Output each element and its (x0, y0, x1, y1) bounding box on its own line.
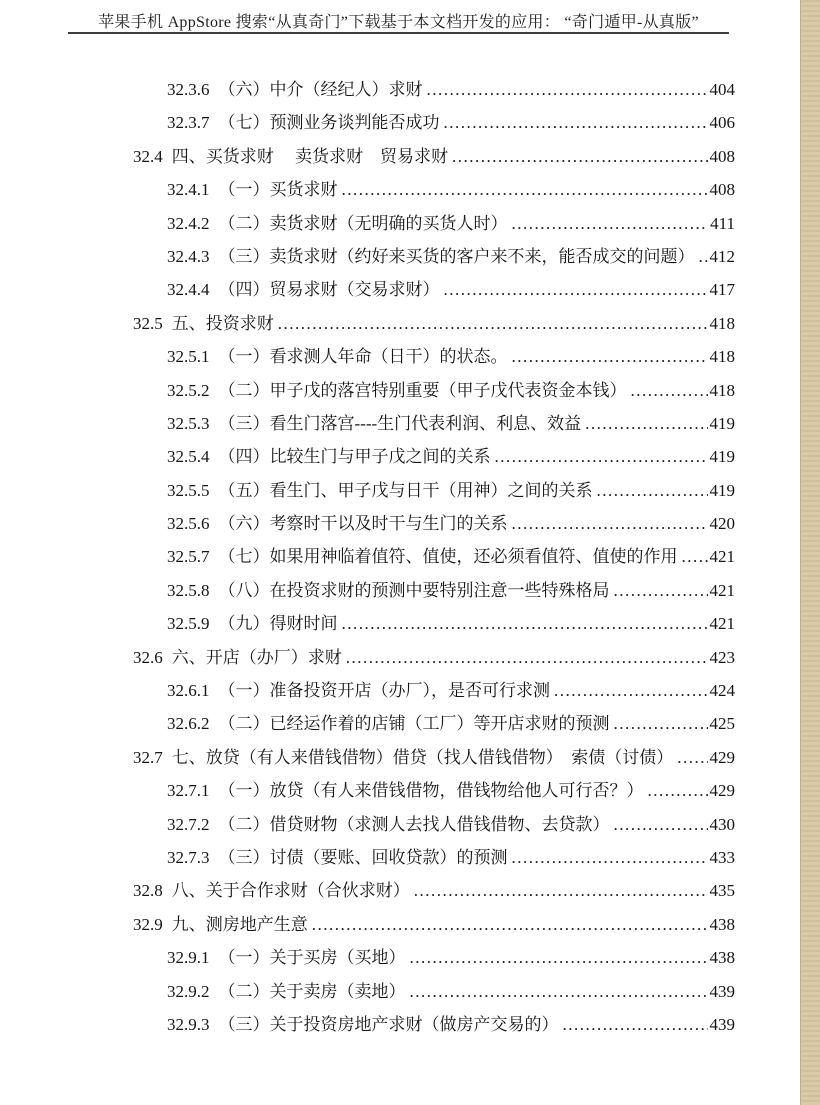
toc-leader-dots (563, 1008, 708, 1041)
toc-entry-number: 32.6 (133, 647, 163, 667)
toc-leader-dots (495, 440, 708, 473)
toc-entry-number: 32.5.2 (167, 380, 210, 400)
toc-entry[interactable] (133, 307, 735, 340)
toc-entry[interactable] (133, 407, 735, 440)
toc-entry-title: 九、测房地产生意 (171, 914, 308, 934)
toc-entry-title: 七、放贷（有人来借钱借物）借贷（找人借钱借物） 索债（讨债） (171, 747, 674, 767)
toc-entry[interactable] (133, 641, 735, 674)
toc-entry-number: 32.9.3 (167, 1014, 210, 1034)
toc-entry-title: （六）考察时干以及时干与生门的关系 (218, 514, 508, 534)
toc-entry-page: 418 (709, 347, 735, 367)
toc-entry-title: 五、投资求财 (171, 313, 274, 333)
toc-entry-page: 433 (709, 847, 735, 867)
toc-entry-number: 32.9 (133, 914, 163, 934)
toc-leader-dots (342, 173, 708, 206)
toc-entry[interactable] (133, 574, 735, 607)
toc-entry-page: 412 (709, 246, 735, 266)
toc-entry-page: 419 (709, 480, 735, 500)
toc-entry-title: （三）看生门落宫----生门代表利润、利息、效益 (218, 413, 582, 433)
toc-entry[interactable] (133, 273, 735, 306)
toc-entry-number: 32.5.7 (167, 547, 210, 567)
toc-entry[interactable] (133, 707, 735, 740)
toc-entry-title: （一）买货求财 (218, 180, 338, 200)
toc-leader-dots (512, 841, 708, 874)
toc-leader-dots (614, 808, 708, 841)
toc-entry-page: 411 (710, 213, 735, 233)
toc-entry[interactable] (133, 874, 735, 907)
toc-entry-number: 32.8 (133, 881, 163, 901)
toc-entry-page: 417 (709, 280, 735, 300)
toc-entry-number: 32.4.2 (167, 213, 210, 233)
toc-entry-page: 421 (709, 580, 735, 600)
toc-entry[interactable] (133, 540, 735, 573)
toc-entry-title: （四）贸易求财（交易求财） (218, 280, 440, 300)
toc-entry-title: （三）关于投资房地产求财（做房产交易的） (218, 1014, 559, 1034)
toc-leader-dots (444, 273, 708, 306)
toc-entry[interactable] (133, 173, 735, 206)
toc-entry-page: 419 (709, 413, 735, 433)
header-rule (68, 32, 729, 34)
toc-entry[interactable] (133, 474, 735, 507)
toc-entry-page: 421 (709, 614, 735, 634)
toc-entry-page: 408 (709, 146, 735, 166)
toc-entry-page: 421 (709, 547, 735, 567)
toc-entry[interactable] (133, 941, 735, 974)
toc-entry-page: 429 (709, 747, 735, 767)
toc-entry-title: （二）已经运作着的店铺（工厂）等开店求财的预测 (218, 714, 610, 734)
toc-leader-dots (452, 140, 708, 173)
toc-entry-number: 32.5.4 (167, 447, 210, 467)
toc-entry-number: 32.3.6 (167, 80, 210, 99)
toc-entry[interactable] (133, 908, 735, 941)
toc-entry-number: 32.9.2 (167, 981, 210, 1001)
toc-entry-number: 32.4.1 (167, 180, 210, 200)
toc-entry-title: 八、关于合作求财（合伙求财） (171, 881, 410, 901)
toc-entry-page: 429 (709, 781, 735, 801)
toc-entry-number: 32.3.7 (167, 113, 210, 133)
toc-entry-title: （四）比较生门与甲子戊之间的关系 (218, 447, 491, 467)
toc-entry-number: 32.6.1 (167, 681, 210, 701)
toc-entry-title: （二）卖货求财（无明确的买货人时） (218, 213, 508, 233)
toc-leader-dots (597, 474, 708, 507)
toc-leader-dots (342, 607, 708, 640)
toc-entry-number: 32.7.3 (167, 847, 210, 867)
toc-entry-title: （九）得财时间 (218, 614, 338, 634)
toc-leader-dots (682, 540, 708, 573)
toc-entry[interactable] (133, 507, 735, 540)
toc-entry-title: （七）如果用神临着值符、值使，还必须看值符、值使的作用 (218, 547, 678, 567)
toc-leader-dots (512, 340, 708, 373)
toc-entry-title: （一）放贷（有人来借钱借物，借钱物给他人可行否？） (218, 781, 644, 801)
toc-entry-number: 32.5.5 (167, 480, 210, 500)
toc-leader-dots (554, 674, 708, 707)
toc-entry-title: （五）看生门、甲子戊与日干（用神）之间的关系 (218, 480, 593, 500)
toc-entry[interactable] (133, 440, 735, 473)
toc-entry-title: （二）关于卖房（卖地） (218, 981, 406, 1001)
toc-entry[interactable] (133, 140, 735, 173)
toc-entry-number: 32.7.2 (167, 814, 210, 834)
toc-entry-page: 430 (709, 814, 735, 834)
toc-entry-page: 420 (709, 514, 735, 534)
toc-leader-dots (631, 374, 708, 407)
toc-leader-dots (699, 240, 708, 273)
toc-leader-dots (614, 574, 708, 607)
toc-entry-number: 32.5.1 (167, 347, 210, 367)
toc-entry-number: 32.9.1 (167, 948, 210, 968)
toc-entry-number: 32.4.4 (167, 280, 210, 300)
toc-entry-page: 419 (709, 447, 735, 467)
toc-leader-dots (278, 307, 708, 340)
toc-entry-number: 32.5.3 (167, 413, 210, 433)
toc-leader-dots (614, 707, 708, 740)
toc-entry-page: 435 (709, 881, 735, 901)
toc-entry-number: 32.5.9 (167, 614, 210, 634)
toc-entry-page: 424 (709, 681, 735, 701)
toc-entry-title: 四、买货求财 卖货求财 贸易求财 (171, 146, 448, 166)
toc-entry-title: （二）甲子戊的落宫特别重要（甲子戊代表资金本钱） (218, 380, 627, 400)
toc-leader-dots (346, 641, 708, 674)
toc-leader-dots (312, 908, 708, 941)
toc-entry-title: （三）卖货求财（约好来买货的客户来不来，能否成交的问题） (218, 246, 695, 266)
toc-entry-number: 32.6.2 (167, 714, 210, 734)
toc-entry-page: 418 (709, 380, 735, 400)
toc-leader-dots (512, 507, 708, 540)
toc-entry-page: 423 (709, 647, 735, 667)
toc-entry[interactable] (133, 207, 735, 240)
toc-entry-number: 32.4 (133, 146, 163, 166)
toc-entry-number: 32.5.8 (167, 580, 210, 600)
toc-entry[interactable] (133, 674, 735, 707)
toc-entry[interactable] (133, 774, 735, 807)
toc-entry[interactable] (133, 808, 735, 841)
toc-entry-page: 406 (709, 113, 735, 133)
page-edge-strip (800, 0, 820, 1105)
toc-entry-page: 408 (709, 180, 735, 200)
toc-entry-page: 418 (709, 313, 735, 333)
toc-leader-dots (677, 741, 707, 774)
toc-entry[interactable] (133, 374, 735, 407)
toc-entry-page: 439 (709, 1014, 735, 1034)
toc-leader-dots (444, 106, 708, 139)
toc-entry-title: （八）在投资求财的预测中要特别注意一些特殊格局 (218, 580, 610, 600)
toc-entry[interactable] (133, 73, 735, 106)
toc-leader-dots (648, 774, 708, 807)
toc-entry-number: 32.7.1 (167, 781, 210, 801)
toc-leader-dots (410, 941, 708, 974)
toc-entry[interactable] (133, 741, 735, 774)
toc-entry[interactable] (133, 841, 735, 874)
toc-entry-title: （二）借贷财物（求测人去找人借钱借物、去贷款） (218, 814, 610, 834)
page-header-text: 苹果手机 AppStore 搜索“从真奇门”下载基于本文档开发的应用： “奇门遁甲-从真版” (98, 14, 699, 31)
toc-leader-dots (414, 874, 708, 907)
toc-entry-title: （一）关于买房（买地） (218, 948, 406, 968)
toc-entry-title: （一）准备投资开店（办厂），是否可行求测 (218, 681, 550, 701)
toc-entry-number: 32.7 (133, 747, 163, 767)
toc-entry[interactable] (133, 607, 735, 640)
toc-leader-dots (585, 407, 707, 440)
toc-entry[interactable] (133, 1008, 735, 1041)
toc-entry-page: 425 (709, 714, 735, 734)
toc-entry[interactable] (133, 240, 735, 273)
toc-entry-title: （七）预测业务谈判能否成功 (218, 113, 440, 133)
toc-entry-page: 439 (709, 981, 735, 1001)
toc-entry-title: （六）中介（经纪人）求财 (218, 80, 423, 99)
toc-entry-title: （一）看求测人年命（日干）的状态。 (218, 347, 508, 367)
toc-entry-page: 438 (709, 948, 735, 968)
toc-entry-page: 404 (709, 80, 735, 99)
toc-leader-dots (427, 73, 708, 106)
toc-entry-number: 32.4.3 (167, 246, 210, 266)
toc-entry-number: 32.5 (133, 313, 163, 333)
toc-entry-page: 438 (709, 914, 735, 934)
toc-entry[interactable] (133, 106, 735, 139)
toc-leader-dots (512, 207, 709, 240)
toc-entry[interactable] (133, 340, 735, 373)
toc-leader-dots (410, 975, 708, 1008)
toc-entry-title: 六、开店（办厂）求财 (171, 647, 342, 667)
toc-list (133, 73, 735, 1041)
toc-entry[interactable] (133, 975, 735, 1008)
toc-entry-title: （三）讨债（要账、回收贷款）的预测 (218, 847, 508, 867)
toc-entry-number: 32.5.6 (167, 514, 210, 534)
